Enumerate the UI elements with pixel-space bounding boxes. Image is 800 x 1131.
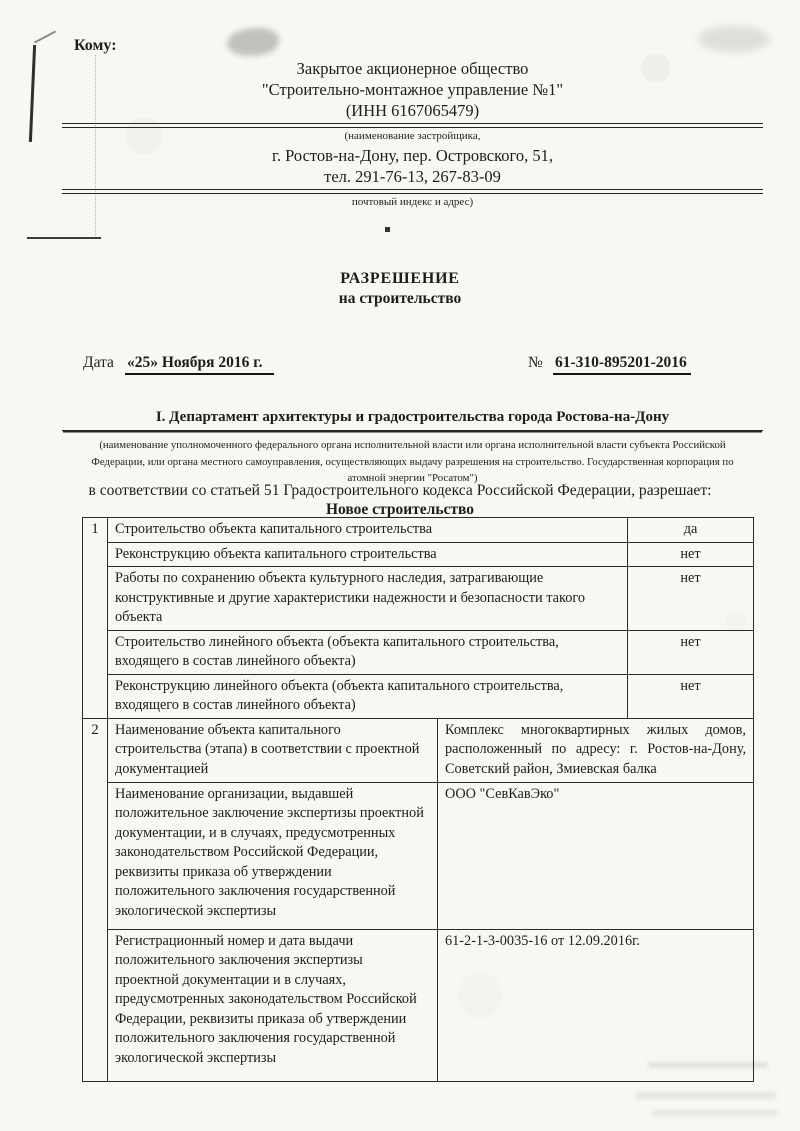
table-row bbox=[83, 782, 754, 929]
date-label: Дата bbox=[83, 354, 114, 371]
table-row bbox=[83, 630, 754, 674]
scan-smudge bbox=[698, 26, 770, 52]
permit-item-label: Реконструкцию линейного объекта (объекта капитального строительства, входящего в состав линейного объекта) bbox=[108, 674, 628, 718]
permit-item-label: Строительство линейного объекта (объекта капитального строительства, входящего в состав линейного объекта) bbox=[108, 630, 628, 674]
expertise-number-value: 61-2-1-3-0035-16 от 12.09.2016г. bbox=[438, 929, 754, 1081]
row-number-1: 1 bbox=[83, 518, 108, 719]
expertise-number-label: Регистрационный номер и дата выдачи положительного заключения экспертизы проектной документации и в случаях, предусмотренных законодательством Российской Федерации, реквизиты приказа об утверждении положительного заключения государственной экологической экспертизы bbox=[108, 929, 438, 1081]
permit-item-label: Реконструкцию объекта капитального строительства bbox=[108, 542, 628, 567]
permit-item-value: нет bbox=[628, 542, 754, 567]
table-row bbox=[83, 718, 754, 782]
permit-table bbox=[82, 517, 754, 1082]
number-value: 61-310-895201-2016 bbox=[553, 354, 691, 375]
table-row bbox=[83, 929, 754, 1081]
developer-org-type: Закрытое акционерное общество bbox=[296, 59, 529, 78]
developer-address-caption: почтовый индекс и адрес) bbox=[351, 196, 474, 208]
expert-org-value: ООО "СевКавЭко" bbox=[438, 782, 754, 929]
document-title bbox=[0, 269, 800, 309]
developer-address: г. Ростов-на-Дону, пер. Островского, 51, bbox=[272, 146, 553, 165]
number-label: № bbox=[528, 354, 543, 371]
ruled-line bbox=[62, 189, 763, 194]
object-name-label: Наименование объекта капитального строительства (этапа) в соответствии с проектной документацией bbox=[108, 718, 438, 782]
section-1-heading: I. Департамент архитектуры и градостроительства города Ростова-на-Дону bbox=[62, 407, 763, 431]
date-number-row bbox=[0, 354, 800, 376]
permit-item-value: нет bbox=[628, 567, 754, 631]
permit-item-value: да bbox=[628, 518, 754, 543]
document-title-line1: РАЗРЕШЕНИЕ bbox=[340, 270, 460, 287]
permit-item-value: нет bbox=[628, 674, 754, 718]
table-row bbox=[83, 518, 754, 543]
table-row bbox=[83, 674, 754, 718]
ruled-line bbox=[62, 123, 763, 128]
ink-smudge bbox=[227, 28, 279, 56]
developer-org-name: "Строительно-монтажное управление №1" bbox=[261, 80, 564, 99]
object-name-value: Комплекс многоквартирных жилых домов, расположенный по адресу: г. Ростов-на-Дону, Советский район, Змиевская балка bbox=[438, 718, 754, 782]
section-1-caption-line3: атомной энергии "Росатом") bbox=[347, 472, 478, 484]
scan-noise bbox=[652, 1110, 777, 1116]
document-title-line2: на строительство bbox=[338, 290, 462, 307]
construction-type-subtitle: Новое строительство bbox=[325, 501, 475, 518]
pen-mark-vertical bbox=[29, 45, 36, 142]
date-value: «25» Ноября 2016 г. bbox=[125, 354, 274, 375]
addressee-label: Кому: bbox=[74, 37, 117, 54]
developer-phone: тел. 291-76-13, 267-83-09 bbox=[324, 167, 501, 186]
pen-mark-horizontal bbox=[27, 237, 101, 239]
developer-name-caption: (наименование застройщика, bbox=[344, 130, 481, 142]
scan-noise bbox=[636, 1092, 776, 1099]
section-1-caption-line1: (наименование уполномоченного федерального органа исполнительной власти или органа исполнительной власти субъекта Российской bbox=[99, 439, 726, 451]
ink-speck bbox=[385, 227, 390, 232]
permit-item-label: Строительство объекта капитального строительства bbox=[108, 518, 628, 543]
developer-inn: (ИНН 6167065479) bbox=[345, 101, 480, 120]
developer-header bbox=[62, 58, 763, 209]
pen-mark-hook bbox=[34, 30, 56, 43]
permit-item-value: нет bbox=[628, 630, 754, 674]
section-1-intro: в соответствии со статьей 51 Градостроительного кодекса Российской Федерации, разрешает: bbox=[88, 482, 712, 499]
row-number-2: 2 bbox=[83, 718, 108, 1081]
expert-org-label: Наименование организации, выдавшей положительное заключение экспертизы проектной документации, и в случаях, предусмотренных законодательством Российской Федерации, реквизиты приказа об утверждении положительного заключения государственной экологической экспертизы bbox=[108, 782, 438, 929]
section-1-caption bbox=[55, 437, 770, 487]
section-1-caption-line2: Федерации, или органа местного самоуправления, осуществляющих выдачу разрешения на строительство. Государственная корпорация по bbox=[91, 455, 734, 468]
table-row bbox=[83, 542, 754, 567]
table-row bbox=[83, 567, 754, 631]
permit-item-label: Работы по сохранению объекта культурного наследия, затрагивающие конструктивные и другие характеристики надежности и безопасности такого объекта bbox=[108, 567, 628, 631]
